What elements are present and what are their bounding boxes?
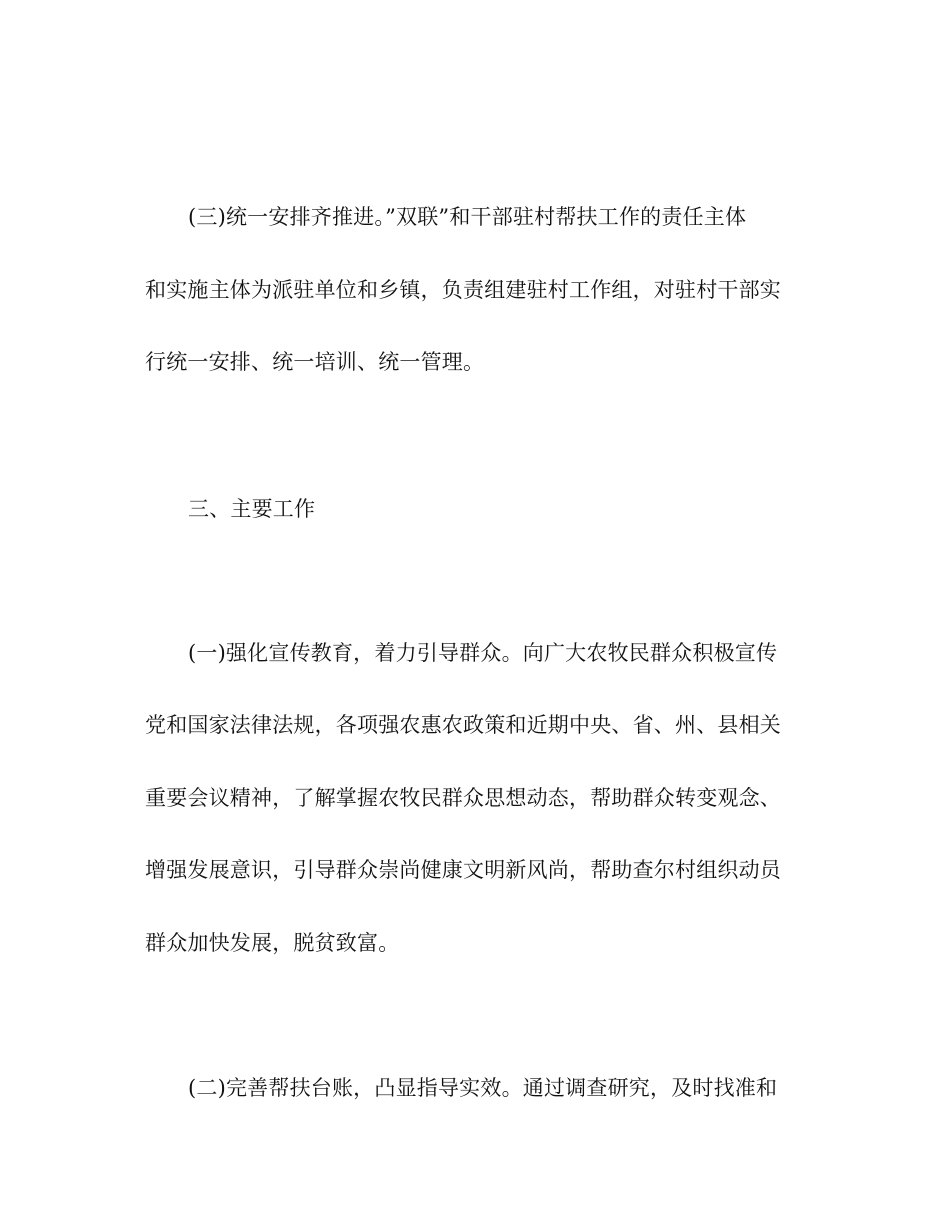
paragraph-yi-line-5: 群众加快发展，脱贫致富。: [145, 931, 400, 955]
paragraph-yi-line-2: 党和国家法律法规，各项强农惠农政策和近期中央、省、州、县相关: [145, 713, 781, 737]
paragraph-er-line-1: (二)完善帮扶台账，凸显指导实效。通过调查研究，及时找准和: [188, 1076, 778, 1100]
paragraph-san-line-2: 和实施主体为派驻单位和乡镇，负责组建驻村工作组，对驻村干部实: [145, 278, 781, 302]
section-heading-main-work: 三、主要工作: [188, 497, 316, 521]
paragraph-yi-line-1: (一)强化宣传教育，着力引导群众。向广大农牧民群众积极宣传: [188, 641, 778, 665]
paragraph-san-line-3: 行统一安排、统一培训、统一管理。: [145, 350, 485, 374]
paragraph-yi-line-3: 重要会议精神，了解掌握农牧民群众思想动态，帮助群众转变观念、: [145, 786, 781, 810]
paragraph-san-line-1: (三)统一安排齐推进。”双联”和干部驻村帮扶工作的责任主体: [188, 205, 747, 229]
paragraph-yi-line-4: 增强发展意识，引导群众崇尚健康文明新风尚，帮助查尔村组织动员: [145, 858, 781, 882]
